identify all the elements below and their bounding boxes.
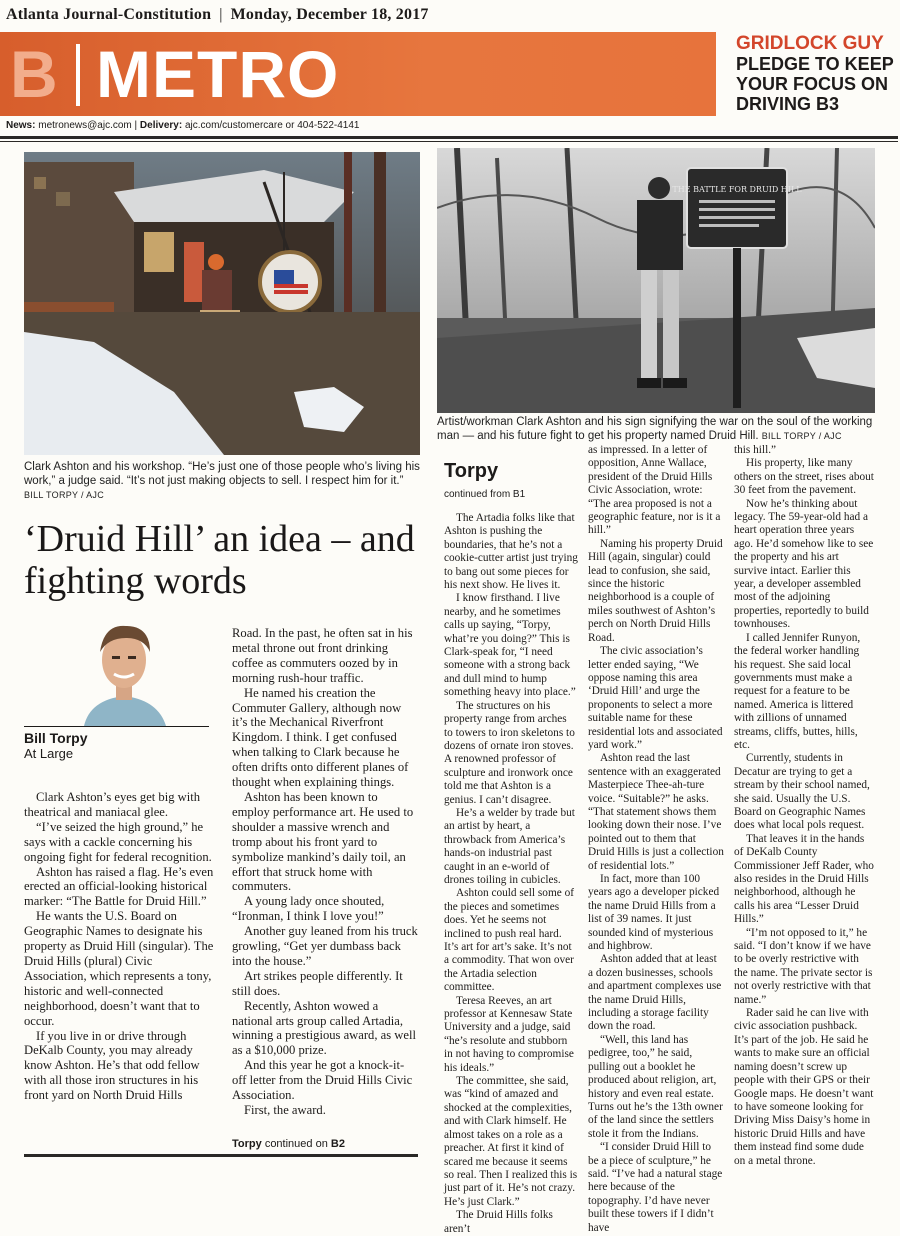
paper-name: Atlanta Journal-Constitution [6, 6, 212, 23]
continuation-column-1 [444, 512, 578, 1236]
paragraph: Road. In the past, he often sat in his metal throne out front drinking coffee as commuters oozed by in morning rush-hour traffic. [232, 626, 413, 685]
paragraph: I called Jennifer Runyon, the federal worker handling his request. She said local governments must make a request for a feature to be named. America is littered with zillions of unnamed streams, cliffs, buttes, hills, etc. [734, 631, 861, 751]
paragraph: That leaves it in the hands of DeKalb County Commissioner Jeff Rader, who also resides in the Druid Hills neighborhood, although he calls his area “Lesser Druid Hills.” [734, 832, 874, 926]
author-name: Bill Torpy [24, 730, 88, 746]
paragraph: Ashton added that at least a dozen businesses, schools and apartment complexes use the name Druid Hills, including a storage facility down the road. [588, 953, 722, 1033]
byline-rule [24, 726, 209, 727]
continuation-column-2 [588, 444, 724, 1235]
continuation-column-3 [734, 444, 874, 1168]
continuation-head: Torpy [444, 460, 499, 482]
right-caption-text: Artist/workman Clark Ashton and his sign signifying the war on the soul of the working man — and his future fight to get his property named Druid Hill. [437, 416, 873, 442]
promo-kicker: GRIDLOCK GUY [736, 33, 884, 54]
paragraph: Ashton has been known to employ performance art. He used to shoulder a massive wrench and tromp about his front yard to symbolize mankind’s daily toil, an effort that struck home with commuters. [232, 789, 414, 894]
header-rule-thin [0, 141, 898, 142]
paragraph: He’s a welder by trade but an artist by heart, a throwback from America’s hands-on industrial past caught in an e-world of drones toiling in cubicles. [444, 806, 575, 886]
workshop-photo [24, 152, 420, 455]
jump-name: Torpy [232, 1138, 262, 1150]
paragraph: Another guy leaned from his truck growling, “Get yer dumbass back into the house.” [232, 924, 418, 968]
right-photo-credit: BILL TORPY / AJC [761, 431, 842, 441]
continued-from: continued from B1 [444, 489, 526, 500]
paragraph: “I consider Druid Hill to be a piece of sculpture,” he said. “I’ve had a natural stage here because of the topography. I’d have never built these towers if I didn’t have [588, 1141, 723, 1234]
paragraph: as impressed. In a letter of opposition, Anne Wallace, president of the Druid Hills Civic Association, wrote: “The area proposed is not a geographic feature, nor is it a hill.” [588, 444, 721, 537]
paragraph: Art strikes people differently. It still does. [232, 968, 403, 998]
promo-box[interactable] [736, 34, 896, 114]
left-photo-credit: BILL TORPY / AJC [24, 490, 105, 500]
paragraph: The committee, she said, was “kind of amazed and shocked at the complexities, and with Clark himself. He almost takes on a role as a preacher. At first it kind of scared me because it seems so real. Then I realized this is just part of it. He’s not crazy. He’s just Clark.” [444, 1075, 578, 1208]
paragraph: In fact, more than 100 years ago a developer picked the name Druid Hills from a list of 39 names. It just sounded kind of mysterious and highbrow. [588, 873, 720, 953]
section-name: METRO [96, 37, 340, 111]
paragraph: “I’m not opposed to it,” he said. “I don’t know if we have to be overly restrictive with the name. The private sector is not overly restrictive with that name.” [734, 926, 873, 1006]
paragraph: Currently, students in Decatur are trying to get a stream by their school named, she said. Usually the U.S. Board on Geographic Names does what local pols request. [734, 752, 870, 832]
section-banner [0, 32, 716, 116]
promo-headline: PLEDGE TO KEEP YOUR FOCUS ON DRIVING B3 [736, 54, 894, 114]
paragraph: I know firsthand. I live nearby, and he sometimes calls up saying, “Torpy, what’re you doing?” This is Clark-speak for, “I need someone with a strong back and dull mind to hump something heavy into place.” [444, 592, 576, 699]
article-column-2 [232, 626, 418, 1118]
paragraph: He wants the U.S. Board on Geographic Names to designate his property as Druid Hill (singular). The Druid Hills (plural) Civic Association, which represents a tony, historic and well-connected neighborhood, doesn’t want that to occur. [24, 909, 214, 1028]
delivery-label: Delivery: [139, 120, 183, 131]
contact-separator: | [134, 120, 138, 131]
paragraph: Clark Ashton’s eyes get big with theatrical and maniacal glee. [24, 790, 201, 819]
jump-text: continued on [264, 1138, 328, 1150]
paragraph: If you live in or drive through DeKalb County, you may already know Ashton. He’s that odd fellow with all those iron structures in his front yard on North Druid Hills [24, 1028, 200, 1103]
paragraph: Teresa Reeves, an art professor at Kennesaw State University and a judge, said “he’s resolute and stubborn in not having to compromise his ideals.” [444, 994, 574, 1074]
banner-divider [76, 44, 80, 106]
left-caption-text: Clark Ashton and his workshop. “He’s just one of those people who’s living his work,” a judge said. “It’s not just making objects to sell. I respect him for it.” [24, 461, 420, 487]
section-letter: B [10, 37, 58, 111]
jump-line[interactable] [232, 1138, 345, 1150]
issue-date: Monday, December 18, 2017 [230, 6, 429, 23]
paragraph: A young lady once shouted, “Ironman, I think I love you!” [232, 894, 385, 924]
news-email[interactable]: metronews@ajc.com [38, 120, 132, 131]
article-headline: ‘Druid Hill’ an idea – and fighting words [24, 518, 415, 602]
paragraph: Recently, Ashton wowed a national arts group called Artadia, winning a prestigious award, as well as a $10,000 prize. [232, 998, 416, 1058]
author-photo [70, 616, 178, 726]
paragraph: The structures on his property range from arches to towers to iron skeletons to dozens of ornate iron stoves. A renowned professor of sculpture and ironwork once told me that Ashton is a genius. I can’t disagree. [444, 699, 575, 806]
paragraph: He named his creation the Commuter Gallery, although now it’s the Mechanical Riverfront Kingdom. I think. I get confused when talking to Clark because he often drifts onto different planes of thought when explaining things. [232, 685, 409, 790]
masthead [6, 6, 429, 24]
sign-photo [437, 148, 875, 413]
paragraph: First, the award. [244, 1103, 326, 1117]
paragraph: Rader said he can live with civic association pushback. It’s part of the job. He said he wants to make sure an official naming doesn’t screw up people with their GPS or their Google maps. He doesn’t want to have someone looking for Driving Miss Daisy’s home in historic Druid Hills and have them instead find some dude on a metal throne. [734, 1007, 874, 1167]
paragraph: His property, like many others on the street, rises about 30 feet from the pavement. [734, 457, 874, 497]
paragraph: Ashton could sell some of the pieces and sometimes does. Yet he seems not inclined to push real hard. It’s art for art’s sake. It’s not a commodity. That won over the Artadia selection committee. [444, 887, 574, 994]
author-role: At Large [24, 746, 74, 761]
contact-line [6, 120, 359, 131]
sign-text: THE BATTLE FOR DRUID HILL [672, 185, 802, 194]
paragraph: Naming his property Druid Hill (again, singular) could lead to confusion, she said, since the historic neighborhood is a couple of miles southwest of Ashton’s perch on North Druid Hills Road. [588, 537, 723, 644]
delivery-info[interactable]: ajc.com/customercare or 404-522-4141 [184, 120, 360, 131]
paragraph: “Well, this land has pedigree, too,” he said, pulling out a booklet he produced about religion, art, history and even real estate. Turns out he’s the 13th owner of the land since the settlers stole it from the Indians. [588, 1033, 723, 1140]
paragraph: Now he’s thinking about legacy. The 59-year-old had a heart operation three years ago. He’d somehow like to see the property and his art survive intact. Earlier this year, a developer assembled most of the adjoining properties, reportedly to build townhouses. [734, 497, 874, 631]
paragraph: “I’ve seized the high ground,” he says with a cackle concerning his ongoing fight for federal recognition. [24, 819, 212, 864]
masthead-separator: | [219, 6, 223, 23]
news-label: News: [6, 120, 36, 131]
header-rule [0, 136, 898, 139]
jump-page: B2 [330, 1138, 345, 1150]
left-photo-caption [24, 460, 420, 502]
paragraph: Ashton read the last sentence with an exaggerated Masterpiece Thee-ah-ture voice. “Suitable?” he asks. “That statement shows them looking down their nose. I’ve pointed out to them that Druid Hills is just a collection of residential lots.” [588, 752, 724, 872]
article-bottom-rule [24, 1154, 418, 1157]
paragraph: Ashton has raised a flag. He’s even erected an official-looking historical marker: “The Battle for Druid Hill.” [24, 864, 214, 909]
paragraph: this hill.” [734, 444, 777, 456]
article-column-1 [24, 790, 214, 1103]
paragraph: The Artadia folks like that Ashton is pushing the boundaries, that he’s not a cookie-cutter artist just trying to bang out some pieces for his next show. He lives it. [444, 512, 578, 592]
right-photo-caption [437, 415, 875, 443]
paragraph: The Druid Hills folks aren’t [444, 1209, 553, 1235]
paragraph: And this year he got a knock-it-off letter from the Druid Hills Civic Association. [232, 1058, 413, 1103]
paragraph: The civic association’s letter ended saying, “We oppose naming this area ‘Druid Hill’ and urge the proponents to select a more suitable name for these residential lots and associated yard work.” [588, 645, 723, 751]
